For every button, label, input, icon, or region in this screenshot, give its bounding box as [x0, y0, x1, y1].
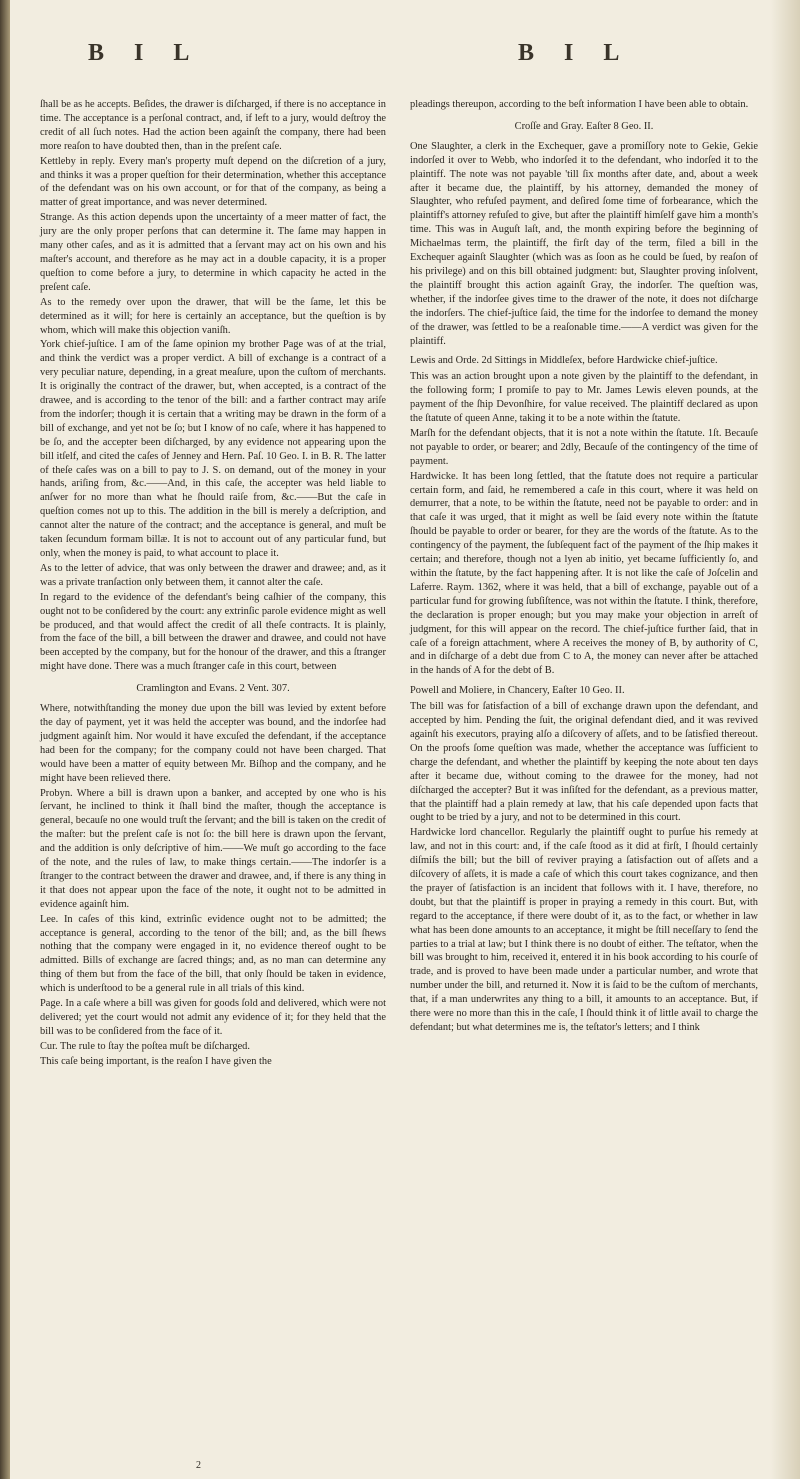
paragraph: The bill was for ſatisfaction of a bill of exchange drawn upon the defendant, and accepted by him. Pending the ſuit, the original defendant died, and it was revived againſt his executors, praying alſo a diſcovery of aſſets, and to be ſatisfied thereout. On the proofs ſome queſtion was made, whether the acceptance was ſufficient to charge the defendant, and whether the plaintiff by keeping the note about ten days after it became due, without coming to the drawee for the money, had not diſcharged the accepter? But it was inſiſted for the defendant, as a previous matter, that the plaintiff had a plain remedy at law, that his caſe depended upon facts that ought to be tried by a jury, and not to be determined in this court.	[410, 701, 758, 824]
left-column	[40, 98, 386, 1070]
right-column	[410, 98, 758, 1036]
paragraph: pleadings thereupon, according to the beſt information I have been able to obtain.	[410, 99, 749, 110]
paragraph: Probyn. Where a bill is drawn upon a banker, and accepted by one who is his ſervant, he inclined to think it ſhall bind the maſter, though the acceptance is general, becauſe no one would truſt the ſervant; and the bill is taken on the credit of the maſter: but the preſent caſe is not ſo: the bill here is drawn upon the ſervant, and the addition is only deſcriptive of him.——We muſt go according to the face of the note, and the rules of law, to make things certain.——The indorſer is a ſtranger to the contract between the drawer and drawee, and, if there is any thing in it that does not appear upon the face of the note, it ought not to be admitted in evidence againſt him.	[40, 787, 386, 910]
case-heading: Croſſe and Gray. Eaſter 8 Geo. II.	[514, 120, 654, 132]
paragraph: This caſe being important, is the reaſon I have given the	[40, 1055, 272, 1067]
paragraph: As to the remedy over upon the drawer, that will be the ſame, let this be determined as it will; for here is certainly an acceptance, but the queſtion is by whom, which will make this objection vaniſh.	[40, 296, 386, 336]
running-head-left: B I L	[88, 40, 202, 66]
paragraph: Cur. The rule to ſtay the poſtea muſt be diſcharged.	[40, 1040, 250, 1052]
case-heading: Lewis and Orde. 2d Sittings in Middleſex, before Hardwicke chief-juſtice.	[410, 355, 718, 367]
paragraph: York chief-juſtice. I am of the ſame opinion my brother Page was of at the trial, and think the verdict was a proper verdict. A bill of exchange is a contract of a very peculiar nature, depending, in a great meaſure, upon the cuſtom of merchants. It is originally the contract of the drawer, but, when accepted, is a contract of the drawee, and is according to the tenor of the bill: and a farther contract may ariſe from the indorſer; though it is certain that a writing may be drawn in the form of a bill of exchange, and yet not be ſo; but I know of no caſe, where it has happened to be ſo, and the accepter been diſcharged, by any evidence not appearing upon the bill itſelf, and cited the caſes of Jenney and Hern. Paſ. 10 Geo. I. in B. R. The latter of theſe caſes was on a bill to pay to J. S. on demand, out of the money in your hands, ariſing from, &c.——And, in this caſe, the accepter was held liable to anſwer for no more than what he ſhould raiſe from, &c.——But the caſe in queſtion comes not up to this. The addition in the bill is merely a deſcription, and cannot alter the nature of the contract; and the acceptance is general, and muſt be taken ſecundum formam billæ. It is not to account out of any particular fund, but only, when the money is paid, to what account to place it.	[40, 339, 386, 559]
paragraph: Page. In a caſe where a bill was given for goods ſold and delivered, which were not delivered; yet the court would not admit any evidence of it; for they held that the bill was to be conſidered from the face of it.	[40, 998, 386, 1037]
paragraph: Hardwicke. It has been long ſettled, that the ſtatute does not require a particular certain form, and ſaid, he remembered a caſe in this court, where it was held on demurrer, that a note, to be within the ſtatute, need not be payable to order: and in that caſe it was urged, that it might as well be ſaid every note within the ſtatute ſhould be payable to order or bearer, for they are the words of the ſtatute. As to the contingency of the payment, the ſubſequent fact of the payment of the ſhip makes it certain; and therefore, though not a lyen ab initio, yet became ſufficiently ſo, and within the ſtatute, by the fact happening after. It is not like the caſe of Joſcelin and Laferre. Raym. 1362, where it was held, that a bill of exchange, payable out of a particular fund for growing ſubſiſtence, was not within the ſtatute. I think, therefore, the declaration is proper enough; but you may make your objection in arreſt of judgment, for this will appear on the record. The chief-juſtice further ſaid, that in caſe of a foreign attachment, where A receives the money of B, by authority of C, and in diſcharge of a debt due from C to A, the money can never after be attached in the hands of A for the debt of B.	[410, 470, 758, 677]
paragraph: One Slaughter, a clerk in the Exchequer, gave a promiſſory note to Gekie, Gekie indorſed it over to Webb, who indorſed it to the defendant, who indorſed it to the plaintiff. The note was not payable 'till ſix months after date, and, about a week after it became due, the plaintiff, by his attorney, demanded the money of Slaughter, who refuſed payment, and deſired ſome time of forbearance, which the plaintiff's attorney refuſed to give, but after the plaintiff himſelf gave him a month's time. This was in Auguſt laſt, and, the month expiring before the beginning of Michaelmas term, the plaintiff, the firſt day of the term, filed a bill in the Exchequer againſt Slaughter (which was as ſoon as he could be ſued, by reaſon of his privilege) and on this bill obtained judgment: but, Slaughter proving inſolvent, the plaintiff brought this action againſt Gray, the indorſer. The queſtion was, whether, if the indorſee gives time to the drawer of the note, it does not diſcharge the indorſers. The chief-juſtice ſaid, the time for the indorſee to demand the money of the drawer, was ſettled to be a reaſonable time.——A verdict was given for the plaintiff.	[410, 140, 758, 347]
page-signature: 2	[196, 1460, 201, 1471]
paragraph: This was an action brought upon a note given by the plaintiff to the defendant, in the following form; I promiſe to pay to Mr. James Lewis eleven pounds, at the payment of the ſhip Devonſhire, for value received. The plaintiff declared as upon the ſtatute of queen Anne, taking it to be a note within the ſtatute.	[410, 371, 758, 425]
running-head-right: B I L	[518, 40, 632, 66]
paragraph: In regard to the evidence of the defendant's being caſhier of the company, this ought not to be conſidered by the court: any extrinſic parole evidence might as well be produced, and that would affect the credit of all theſe contracts. It is plainly, from the face of the bill, a bill between the drawer and drawee, and could not have been accepted by the company, but for the honour of the drawer, and this a ſtranger might have done. There was a much ſtranger caſe in this court, between	[40, 591, 386, 673]
paragraph: Strange. As this action depends upon the uncertainty of a meer matter of fact, the jury are the only proper perſons that can determine it. The ſame may happen in many other caſes, and as it is admitted that a ſervant may act on his own and his maſter's account, and therefore as he may act in a double capacity, it is a proper queſtion to come before a jury, to determine in which capacity he acted in the preſent caſe.	[40, 212, 386, 293]
paragraph: Kettleby in reply. Every man's property muſt depend on the diſcretion of a jury, and thinks it was a proper queſtion for their determination, whether this acceptance of the defendant was on his own account, or for that of the company, as being a matter of great importance, and was never determined.	[40, 155, 386, 209]
binding-gutter	[0, 0, 10, 1479]
case-heading: Cramlington and Evans. 2 Vent. 307.	[136, 683, 290, 695]
page-edge-shadow	[770, 0, 800, 1479]
paragraph: ſhall be as he accepts. Beſides, the drawer is diſcharged, if there is no acceptance in time. The acceptance is a perſonal contract, and, if left to a jury, would deſtroy the credit of all ſuch notes. Had the action been againſt the company, there had been more reaſon to have doubted then, than in the preſent caſe.	[40, 99, 386, 152]
paragraph: As to the letter of advice, that was only between the drawer and drawee; and, as it was a private tranſaction only between them, it cannot alter the caſe.	[40, 562, 386, 588]
paragraph: Marſh for the defendant objects, that it is not a note within the ſtatute. 1ſt. Becauſe not payable to order, or bearer; and 2dly, Becauſe of the contingency of the time of payment.	[410, 427, 758, 467]
case-heading: Powell and Moliere, in Chancery, Eaſter 10 Geo. II.	[410, 685, 625, 697]
paragraph: Where, notwithſtanding the money due upon the bill was levied by extent before the day of payment, yet it was held the accepter was bound, and the indorſee had judgment againſt him. Nor would it have excuſed the defendant, if the acceptance had been for the company; for the company could not have been charged. That would have been a matter of equity between Mr. Biſhop and the company, and he might have been relieved there.	[40, 703, 386, 784]
paragraph: Lee. In caſes of this kind, extrinſic evidence ought not to be admitted; the acceptance is general, according to the tenor of the bill; and, as the bill ſhews nothing that the company were engaged in it, no evidence thereof ought to be admitted. Bills of exchange are ſacred things; and, as no man can determine any thing of them but from the face of the bill, that only ſhould be taken in evidence, which is underſtood to be a general rule in all trials of this kind.	[40, 913, 386, 995]
paragraph: Hardwicke lord chancellor. Regularly the plaintiff ought to purſue his remedy at law, and not in this court: and, if the caſe ſtood as it did at firſt, I ſhould certainly diſmiſs the bill; but the bill of reviver praying a ſatisfaction out of aſſets and a diſcovery of aſſets, it is made a caſe of which this court takes cognizance, and then the prayer of ſatisfaction is an incident that follows with it. I have, therefore, no doubt, but that the plaintiff is proper in praying a remedy in this court. But, with regard to the acceptance, if there were doubt of it, as to the fact, or whether in law what has been done amounts to an acceptance, it might be ſtill neceſſary to ſend the parties to a trial at law; but I think there is no doubt of either. The teſtator, when the bill was brought to him, received it, entered it in his book according to his courſe of trade, and is proved to have been made under a particular number, and wrote that number under the bill, and returned it. Now it is ſaid to be the cuſtom of merchants, that, if a man underwrites any thing to a bill, it amounts to an acceptance. But, if there were no more than this in the caſe, I ſhould think it of little avail to charge the defendant; but what determines me is, the teſtator's letters; and I think	[410, 827, 758, 1033]
